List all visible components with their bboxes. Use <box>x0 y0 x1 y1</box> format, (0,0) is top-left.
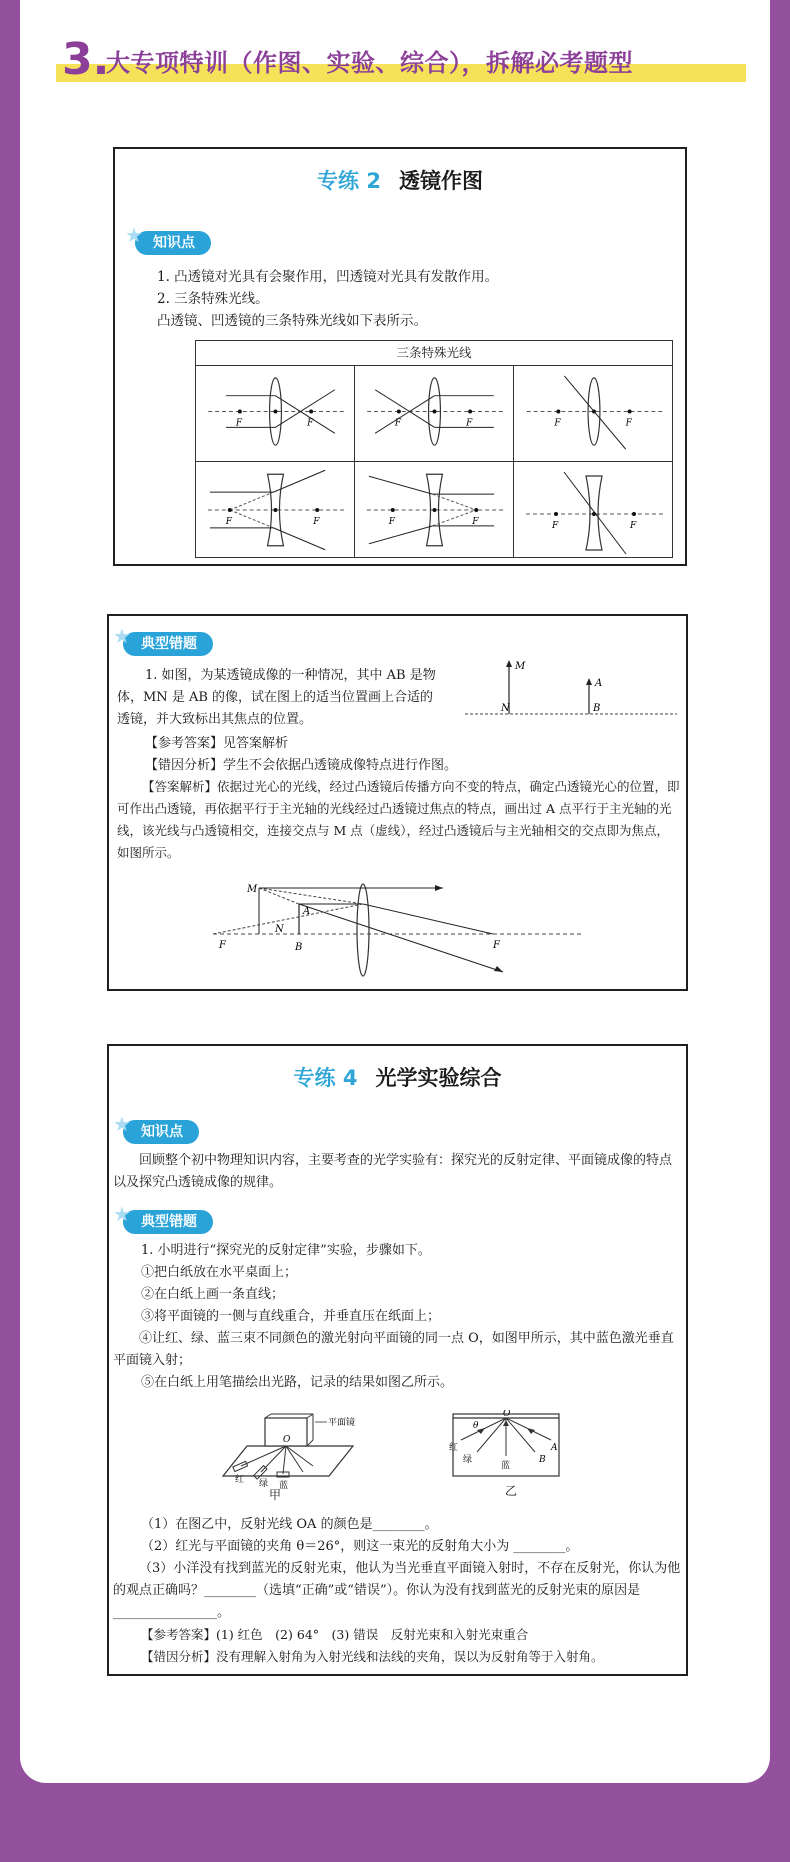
question-figure <box>465 656 677 726</box>
focus-label: F <box>552 521 559 531</box>
focus-label: F <box>394 418 402 429</box>
typical-mistake-tag <box>113 624 213 656</box>
intro-paragraph: 回顾整个初中物理知识内容，主要考查的光学实验有：探究光的反射定律、平面镜成像的特点以及探究凸透镜成像的规律。 <box>113 1153 673 1190</box>
star-icon: ★ <box>125 223 143 247</box>
section-name: 光学实验综合 <box>375 1066 502 1090</box>
error-analysis: 【错因分析】学生不会依据凸透镜成像特点进行作图。 <box>145 758 458 773</box>
question-2: （2）红光与平面镜的夹角 θ＝26°，则这一束光的反射角大小为 ________。 <box>141 1539 579 1554</box>
focus-label: F <box>625 418 632 429</box>
section-name: 透镜作图 <box>398 169 483 193</box>
tag-label: 知识点 <box>141 1124 183 1140</box>
section-optics-experiment <box>107 1044 688 1676</box>
solution-paragraph: 【答案解析】依据过光心的光线，经过凸透镜后传播方向不变的特点，确定凸透镜光心的位置，即可作出凸透镜，再依据平行于主光轴的光线经过凸透镜过焦点的特点，画出过 A 点平行于主光轴的光线，该光线与凸透镜相交，连接交点与 M 点（虚线），经过凸透镜后与主光轴相交的交点即为焦点，如图所示。 <box>117 779 680 860</box>
question-3: （3）小洋没有找到蓝光的反射光束，他认为当光垂直平面镜入射时，不存在反射光，你认为他的观点正确吗？________（选填“正确”或“错误”）。你认为没有找到蓝光的反射光束的原因是________________。 <box>113 1561 681 1620</box>
focus-label: F <box>630 521 637 531</box>
tag-label: 知识点 <box>153 235 195 251</box>
label-mirror: 平面镜 <box>328 1418 356 1428</box>
section-title <box>109 1062 686 1092</box>
label-o: O <box>283 1435 291 1445</box>
label-o: O <box>503 1410 511 1419</box>
answer-figure <box>213 880 583 980</box>
step-line: ⑤在白纸上用笔描绘出光路，记录的结果如图乙所示。 <box>141 1375 454 1390</box>
step-line: 1. 小明进行“探究光的反射定律”实验，步骤如下。 <box>141 1243 431 1258</box>
step-line: ②在白纸上画一条直线； <box>141 1287 285 1302</box>
label-m: M <box>247 884 258 895</box>
label-a: A <box>595 678 603 689</box>
focus-label: F <box>472 516 479 527</box>
convex-parallel-ray-diagram <box>196 366 355 462</box>
label-b: B <box>539 1455 546 1465</box>
question-line: 透镜，并大致标出其焦点的位置。 <box>117 712 313 727</box>
step-line: ①把白纸放在水平桌面上； <box>141 1265 298 1280</box>
table-title: 三条特殊光线 <box>196 341 672 366</box>
special-rays-table <box>195 340 673 558</box>
figure-yi <box>447 1410 565 1480</box>
convex-focus-ray-diagram <box>355 366 514 462</box>
caption-jia: 甲 <box>269 1488 282 1502</box>
concave-focus-ray-diagram <box>355 462 514 558</box>
label-blue: 蓝 <box>279 1481 289 1491</box>
label-red: 红 <box>449 1443 459 1453</box>
knowledge-line: 凸透镜、凹透镜的三条特殊光线如下表所示。 <box>157 313 427 329</box>
label-blue: 蓝 <box>501 1461 511 1471</box>
label-a: A <box>303 906 311 917</box>
label-b: B <box>593 703 601 714</box>
label-a: A <box>551 1443 558 1453</box>
focus-label: F <box>225 516 233 527</box>
question-line: 体，MN 是 AB 的像，试在图上的适当位置画上合适的 <box>117 690 434 705</box>
concave-center-ray-diagram <box>514 462 673 558</box>
tag-label: 典型错题 <box>141 1214 197 1230</box>
section-title <box>115 165 685 195</box>
page-header <box>56 36 746 88</box>
focus-label: F <box>388 516 395 527</box>
focus-label: F <box>554 418 561 429</box>
star-icon: ★ <box>113 1112 131 1136</box>
focus-label: F <box>235 418 243 429</box>
knowledge-line: 2. 三条特殊光线。 <box>157 291 269 307</box>
section-code: 专练 2 <box>317 169 381 193</box>
question-line: 1. 如图，为某透镜成像的一种情况，其中 AB 是物 <box>145 668 436 683</box>
tag-label: 典型错题 <box>141 636 197 652</box>
concave-parallel-ray-diagram <box>196 462 355 558</box>
reference-answer: 【参考答案】见答案解析 <box>145 736 289 751</box>
knowledge-tag <box>113 1112 199 1144</box>
star-icon: ★ <box>113 624 131 648</box>
header-number: 3. <box>62 34 110 85</box>
reference-answer: 【参考答案】(1) 红色 (2) 64° (3) 错误 反射光束和入射光束重合 <box>141 1627 529 1642</box>
typical-mistake-tag <box>113 1202 213 1234</box>
focus-label: F <box>466 418 473 429</box>
label-theta: θ <box>473 1421 479 1431</box>
header-title: 大专项特训（作图、实验、综合），拆解必考题型 <box>106 49 633 77</box>
question-1: （1）在图乙中，反射光线 OA 的颜色是________。 <box>141 1517 438 1532</box>
figure-jia <box>217 1406 357 1498</box>
star-icon: ★ <box>113 1202 131 1226</box>
label-green: 绿 <box>463 1455 473 1465</box>
label-b: B <box>295 942 303 953</box>
step-4: ④让红、绿、蓝三束不同颜色的激光射向平面镜的同一点 O，如图甲所示，其中蓝色激光垂直平面镜入射； <box>113 1331 674 1368</box>
knowledge-tag <box>125 223 211 255</box>
knowledge-line: 1. 凸透镜对光具有会聚作用，凹透镜对光具有发散作用。 <box>157 269 499 285</box>
label-f-left: F <box>219 940 226 951</box>
error-analysis: 【错因分析】没有理解入射角为入射光线和法线的夹角，误以为反射角等于入射角。 <box>141 1649 604 1664</box>
section-lens-drawing <box>113 147 687 566</box>
label-m: M <box>515 661 526 672</box>
label-green: 绿 <box>259 1479 269 1489</box>
label-n: N <box>501 703 510 714</box>
focus-label: F <box>307 418 314 429</box>
label-n: N <box>275 924 284 935</box>
section-typical-mistake <box>107 614 688 991</box>
section-code: 专练 4 <box>293 1066 358 1090</box>
caption-yi: 乙 <box>505 1484 518 1498</box>
step-line: ③将平面镜的一侧与直线重合，并垂直压在纸面上； <box>141 1309 441 1324</box>
label-f-right: F <box>493 940 500 951</box>
convex-center-ray-diagram <box>514 366 673 462</box>
label-red: 红 <box>235 1475 245 1485</box>
focus-label: F <box>313 516 320 527</box>
